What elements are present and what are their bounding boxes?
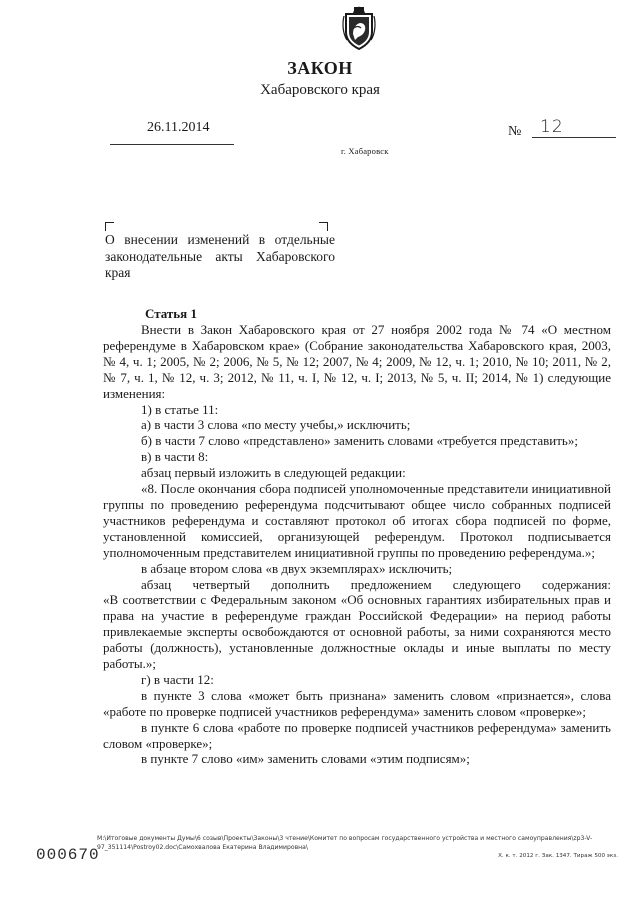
number-underline bbox=[532, 137, 616, 138]
body-paragraph: абзац первый изложить в следующей редакции: bbox=[141, 465, 406, 481]
body-paragraph: б) в части 7 слово «представлено» заменить словами «требуется представить»; bbox=[141, 433, 578, 449]
footer-print-info: Х. к. т. 2012 г. Зак. 1347. Тираж 500 экз. bbox=[498, 853, 618, 859]
body-paragraph: абзац четвертый дополнить предложением следующего содержания: bbox=[141, 576, 611, 592]
bracket-corner-right bbox=[319, 222, 328, 231]
footer-path-line-1: M:\Итоговые документы Думы\6 созыв\Проекты\Законы\3 чтение\Комитет по вопросам государственного устройства и местного самоуправления\zp3-V- bbox=[97, 835, 593, 842]
body-paragraph: в пункте 6 слова «работе по проверке подписей участников референдума» заменить словом «проверке»; bbox=[103, 719, 611, 751]
body-paragraph: в) в части 8: bbox=[141, 449, 209, 465]
footer-path-line-2: 97_351114\Postroy02.doc\Самохвалова Екатерина Владимировна\ bbox=[97, 843, 308, 851]
bracket-corner-left bbox=[105, 222, 114, 231]
article-title: Статья 1 bbox=[145, 306, 197, 321]
body-paragraph: в пункте 7 слово «им» заменить словами «этим подписям»; bbox=[141, 751, 470, 767]
body-paragraph: «В соответствии с Федеральным законом «Об основных гарантиях избирательных прав и права на участие в референдуме граждан Российской Федерации» на период работы привлекаемые эксперты освобождаются от основной работы, за ними сохраняются место работы (должность), установленные должностные оклады и иные выплаты по месту работы.»; bbox=[103, 592, 611, 672]
footer-document-id: 000670 bbox=[36, 846, 100, 864]
body-paragraph: а) в части 3 слова «по месту учебы,» исключить; bbox=[141, 417, 411, 433]
coat-of-arms-emblem bbox=[341, 4, 377, 50]
law-number: 12 bbox=[540, 117, 564, 137]
law-number-label: № bbox=[508, 124, 522, 139]
law-date: 26.11.2014 bbox=[147, 120, 210, 135]
body-paragraph: 1) в статье 11: bbox=[141, 401, 219, 417]
body-paragraph: «8. После окончания сбора подписей уполномоченные представители инициативной группы по проведению референдума подсчитывают общее число собранных подписей участников референдума и составляют протокол об итогах сбора подписей по форме, установленной комиссией, организующей референдум. Протокол подписывается уполномоченным представителем инициативной группы по проведению референдума.»; bbox=[103, 481, 611, 560]
body-paragraph: г) в части 12: bbox=[141, 671, 214, 687]
document-title: ЗАКОН bbox=[287, 58, 353, 78]
body-paragraph: в абзаце втором слова «в двух экземплярах» исключить; bbox=[141, 560, 453, 576]
document-region: Хабаровского края bbox=[260, 82, 380, 98]
body-paragraph: в пункте 3 слова «может быть признана» заменить словом «признается», слова «работе по проверке подписей участников референдума» заменить словом «проверке»; bbox=[103, 687, 611, 719]
law-subject: О внесении изменений в отдельные законодательные акты Хабаровского края bbox=[105, 232, 335, 280]
document-body bbox=[103, 322, 611, 767]
body-paragraph: Внести в Закон Хабаровского края от 27 ноября 2002 года № 74 «О местном референдуме в Хабаровском крае» (Собрание законодательства Хабаровского края, 2003, № 4, ч. 1; 2005, № 2; 2006, № 5, № 12; 2007, № 4; 2009, № 12, ч. 1; 2010, № 10; 2011, № 2, № 7, ч. 1, № 12, ч. 3; 2012, № 11, ч. I, № 12, ч. I; 2013, № 5, ч. II; 2014, № 1) следующие изменения: bbox=[103, 322, 611, 401]
footer-file-path bbox=[97, 835, 617, 852]
city-label: г. Хабаровск bbox=[341, 146, 389, 156]
date-underline bbox=[110, 144, 234, 145]
